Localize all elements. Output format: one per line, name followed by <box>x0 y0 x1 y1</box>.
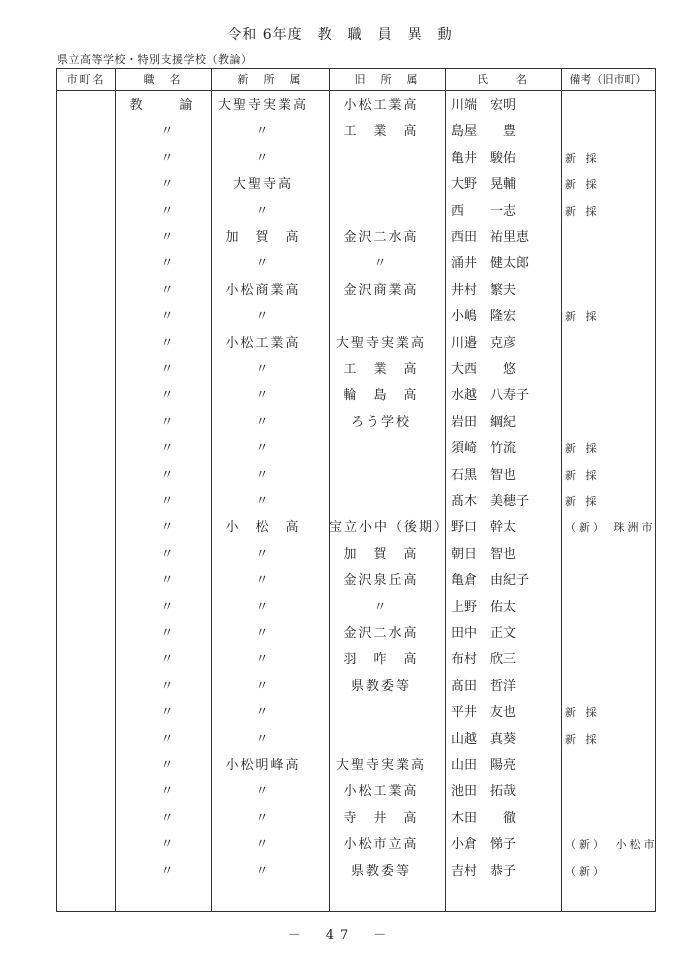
name-cell: 山田 陽亮 <box>451 758 517 773</box>
table-row <box>57 568 655 594</box>
position-cell: 〃 <box>160 309 174 325</box>
name-cell: 川端 宏明 <box>451 98 517 113</box>
position-cell: 教 諭 <box>129 98 205 113</box>
page-number: － 47 － <box>287 928 393 943</box>
name-cell: 朝日 智也 <box>451 546 517 562</box>
remarks-cell <box>561 779 661 805</box>
remarks-cell <box>561 595 661 621</box>
name-cell: 髙田 哲洋 <box>451 678 517 694</box>
position-cell: 〃 <box>160 177 174 193</box>
table-row <box>57 700 655 726</box>
name-cell: 西 一志 <box>451 203 517 219</box>
table-row <box>57 515 655 541</box>
new-affiliation-cell: 加 賀 高 <box>225 230 301 245</box>
table-row <box>57 753 655 779</box>
name-cell: 須崎 竹流 <box>451 441 517 457</box>
new-affiliation-cell: 〃 <box>255 309 271 325</box>
name-cell: 髙木 美穂子 <box>451 494 530 509</box>
remarks-cell <box>561 119 661 145</box>
remarks-cell <box>561 357 661 383</box>
remarks-cell: （新） 珠洲市 <box>565 521 656 535</box>
old-affiliation-cell <box>329 146 433 172</box>
old-affiliation-cell: 工 業 高 <box>343 124 419 140</box>
old-affiliation-cell: 宝立小中（後期） <box>329 520 450 536</box>
table-row <box>57 595 655 621</box>
old-affiliation-cell: 大聖寺実業高 <box>335 758 426 773</box>
old-affiliation-cell <box>329 489 433 515</box>
old-affiliation-cell: 〃 <box>373 599 389 615</box>
table-row <box>57 304 655 330</box>
name-cell: 涌井 健太郎 <box>451 256 530 272</box>
name-cell: 川邉 克彦 <box>451 335 517 351</box>
position-cell: 〃 <box>160 362 174 377</box>
table-row <box>57 647 655 673</box>
old-affiliation-cell: 大聖寺実業高 <box>335 335 426 351</box>
position-cell: 〃 <box>160 863 174 879</box>
position-cell: 〃 <box>160 837 174 853</box>
new-affiliation-cell: 〃 <box>255 863 271 879</box>
old-affiliation-cell: 金沢商業高 <box>343 282 419 298</box>
remarks-cell <box>561 331 661 357</box>
position-cell: 〃 <box>160 388 174 404</box>
remarks-cell: 新 採 <box>565 468 600 482</box>
table-row <box>57 859 655 885</box>
new-affiliation-cell: 〃 <box>255 652 271 668</box>
position-cell: 〃 <box>160 150 174 166</box>
name-cell: 水越 八寿子 <box>451 388 530 404</box>
table-row <box>57 278 655 304</box>
remarks-cell: 新 採 <box>565 151 600 165</box>
old-affiliation-cell: 小松工業高 <box>343 98 419 113</box>
table-row <box>57 357 655 383</box>
remarks-cell <box>561 674 661 700</box>
table-row <box>57 251 655 277</box>
old-affiliation-cell: 工 業 高 <box>343 362 419 377</box>
name-cell: 大野 晃輔 <box>451 177 517 193</box>
position-cell: 〃 <box>160 626 174 641</box>
old-affiliation-cell: 輪 島 高 <box>343 388 419 404</box>
table-row <box>57 727 655 753</box>
remarks-cell <box>561 410 661 436</box>
new-affiliation-cell: 〃 <box>255 388 271 404</box>
position-cell: 〃 <box>160 758 174 773</box>
new-affiliation-cell: 〃 <box>255 124 271 140</box>
old-affiliation-cell: 金沢二水高 <box>343 230 419 245</box>
position-cell: 〃 <box>160 705 174 721</box>
header-old-affiliation: 旧 所 属 <box>354 73 420 86</box>
name-cell: 岩田 綱紀 <box>451 414 517 430</box>
new-affiliation-cell: 〃 <box>255 810 271 826</box>
section-subtitle: 県立高等学校・特別支援学校（教論） <box>57 53 253 66</box>
header-new-affiliation: 新 所 属 <box>237 73 303 86</box>
position-cell: 〃 <box>160 494 174 509</box>
name-cell: 布村 欣三 <box>451 652 517 668</box>
table-row <box>57 806 655 832</box>
remarks-cell <box>561 225 661 251</box>
remarks-cell <box>561 93 661 119</box>
position-cell: 〃 <box>160 282 174 298</box>
remarks-cell <box>561 542 661 568</box>
new-affiliation-cell: 〃 <box>255 414 271 430</box>
name-cell: 平井 友也 <box>451 705 517 721</box>
remarks-cell <box>561 251 661 277</box>
new-affiliation-cell: 〃 <box>255 203 271 219</box>
header-name: 氏 名 <box>477 73 529 86</box>
old-affiliation-cell <box>329 199 433 225</box>
position-cell: 〃 <box>160 256 174 272</box>
old-affiliation-cell <box>329 727 433 753</box>
table-row <box>57 463 655 489</box>
new-affiliation-cell: 〃 <box>255 731 271 747</box>
position-cell: 〃 <box>160 784 174 800</box>
header-municipality: 市町名 <box>66 73 106 86</box>
name-cell: 小倉 悌子 <box>451 837 517 853</box>
old-affiliation-cell: 羽 咋 高 <box>343 652 419 668</box>
position-cell: 〃 <box>160 810 174 826</box>
position-cell: 〃 <box>160 467 174 483</box>
name-cell: 小嶋 隆宏 <box>451 309 517 325</box>
new-affiliation-cell: 〃 <box>255 150 271 166</box>
old-affiliation-cell: 寺 井 高 <box>343 810 419 826</box>
position-cell: 〃 <box>160 678 174 694</box>
old-affiliation-cell: 小松工業高 <box>343 784 419 800</box>
new-affiliation-cell: 小松工業高 <box>225 335 301 351</box>
table-row <box>57 225 655 251</box>
new-affiliation-cell: 〃 <box>255 837 271 853</box>
remarks-cell: 新 採 <box>565 495 600 508</box>
table-row <box>57 674 655 700</box>
new-affiliation-cell: 大聖寺高 <box>232 177 293 193</box>
name-cell: 田中 正文 <box>451 626 517 641</box>
position-cell: 〃 <box>160 599 174 615</box>
name-cell: 山越 真葵 <box>451 731 517 747</box>
new-affiliation-cell: 小松明峰高 <box>225 758 301 773</box>
new-affiliation-cell: 〃 <box>255 467 271 483</box>
remarks-cell: 新 採 <box>565 442 600 456</box>
new-affiliation-cell: 〃 <box>255 678 271 694</box>
remarks-cell: （新） 小松市 <box>565 838 658 852</box>
remarks-cell <box>561 753 661 779</box>
position-cell: 〃 <box>160 335 174 351</box>
name-cell: 石黒 智也 <box>451 467 517 483</box>
table-row <box>57 331 655 357</box>
new-affiliation-cell: 〃 <box>255 784 271 800</box>
table-row <box>57 119 655 145</box>
remarks-cell <box>561 621 661 647</box>
name-cell: 吉村 恭子 <box>451 863 517 879</box>
old-affiliation-cell <box>329 172 433 198</box>
name-cell: 木田 徹 <box>451 810 517 826</box>
position-cell: 〃 <box>160 652 174 668</box>
table-row <box>57 93 655 119</box>
header-remarks: 備考（旧市町） <box>569 73 647 86</box>
new-affiliation-cell: 〃 <box>255 626 271 641</box>
page-title: 令和 6年度 教 職 員 異 動 <box>227 27 453 43</box>
table-row <box>57 383 655 409</box>
position-cell: 〃 <box>160 546 174 562</box>
header-position: 職 名 <box>143 73 183 86</box>
old-affiliation-cell: 〃 <box>373 256 389 272</box>
name-cell: 野口 幹太 <box>451 520 517 536</box>
old-affiliation-cell: 小松市立高 <box>343 837 419 853</box>
table-row <box>57 779 655 805</box>
remarks-cell: （新） <box>565 864 607 878</box>
name-cell: 井村 繁夫 <box>451 282 517 298</box>
table-row <box>57 436 655 462</box>
remarks-cell <box>561 383 661 409</box>
table-row <box>57 410 655 436</box>
table-row <box>57 146 655 172</box>
new-affiliation-cell: 〃 <box>255 256 271 272</box>
table-row <box>57 489 655 515</box>
name-cell: 大西 悠 <box>451 362 517 377</box>
remarks-cell: 新 採 <box>565 706 600 720</box>
remarks-cell: 新 採 <box>565 204 600 218</box>
old-affiliation-cell: 金沢二水高 <box>343 626 419 641</box>
remarks-cell: 新 採 <box>565 178 600 192</box>
new-affiliation-cell: 〃 <box>255 441 271 457</box>
name-cell: 上野 佑太 <box>451 599 517 615</box>
position-cell: 〃 <box>160 414 174 430</box>
new-affiliation-cell: 〃 <box>255 573 271 589</box>
old-affiliation-cell <box>329 304 433 330</box>
table-row <box>57 542 655 568</box>
new-affiliation-cell: 〃 <box>255 705 271 721</box>
name-cell: 島屋 豊 <box>451 124 517 140</box>
position-cell: 〃 <box>160 573 174 589</box>
old-affiliation-cell <box>329 436 433 462</box>
position-cell: 〃 <box>160 441 174 457</box>
old-affiliation-cell: 金沢泉丘高 <box>343 573 419 589</box>
name-cell: 西田 祐里恵 <box>451 230 530 245</box>
name-cell: 亀井 駿佑 <box>451 150 517 166</box>
table-row <box>57 832 658 858</box>
new-affiliation-cell: 〃 <box>255 494 271 509</box>
position-cell: 〃 <box>160 230 174 245</box>
old-affiliation-cell: 加 賀 高 <box>343 546 419 562</box>
new-affiliation-cell: 小松商業高 <box>225 282 301 298</box>
new-affiliation-cell: 小 松 高 <box>225 520 301 536</box>
remarks-cell: 新 採 <box>565 732 600 746</box>
table-header <box>57 69 655 91</box>
position-cell: 〃 <box>160 124 174 140</box>
personnel-table <box>56 68 656 912</box>
table-row <box>57 172 655 198</box>
table-row <box>57 621 655 647</box>
remarks-cell <box>561 568 661 594</box>
table-row <box>57 199 655 225</box>
new-affiliation-cell: 〃 <box>255 546 271 562</box>
new-affiliation-cell: 大聖寺実業高 <box>217 98 308 113</box>
position-cell: 〃 <box>160 731 174 747</box>
position-cell: 〃 <box>160 520 174 536</box>
old-affiliation-cell <box>329 463 433 489</box>
remarks-cell <box>561 278 661 304</box>
old-affiliation-cell: 県教委等 <box>350 678 411 694</box>
old-affiliation-cell: 県教委等 <box>350 863 411 879</box>
old-affiliation-cell <box>329 700 433 726</box>
old-affiliation-cell: ろう学校 <box>350 414 411 430</box>
remarks-cell: 新 採 <box>565 310 600 324</box>
new-affiliation-cell: 〃 <box>255 599 271 615</box>
remarks-cell <box>561 647 661 673</box>
name-cell: 池田 拓哉 <box>451 784 517 800</box>
position-cell: 〃 <box>160 203 174 219</box>
remarks-cell <box>561 806 661 832</box>
name-cell: 亀倉 由紀子 <box>451 573 530 589</box>
new-affiliation-cell: 〃 <box>255 362 271 377</box>
